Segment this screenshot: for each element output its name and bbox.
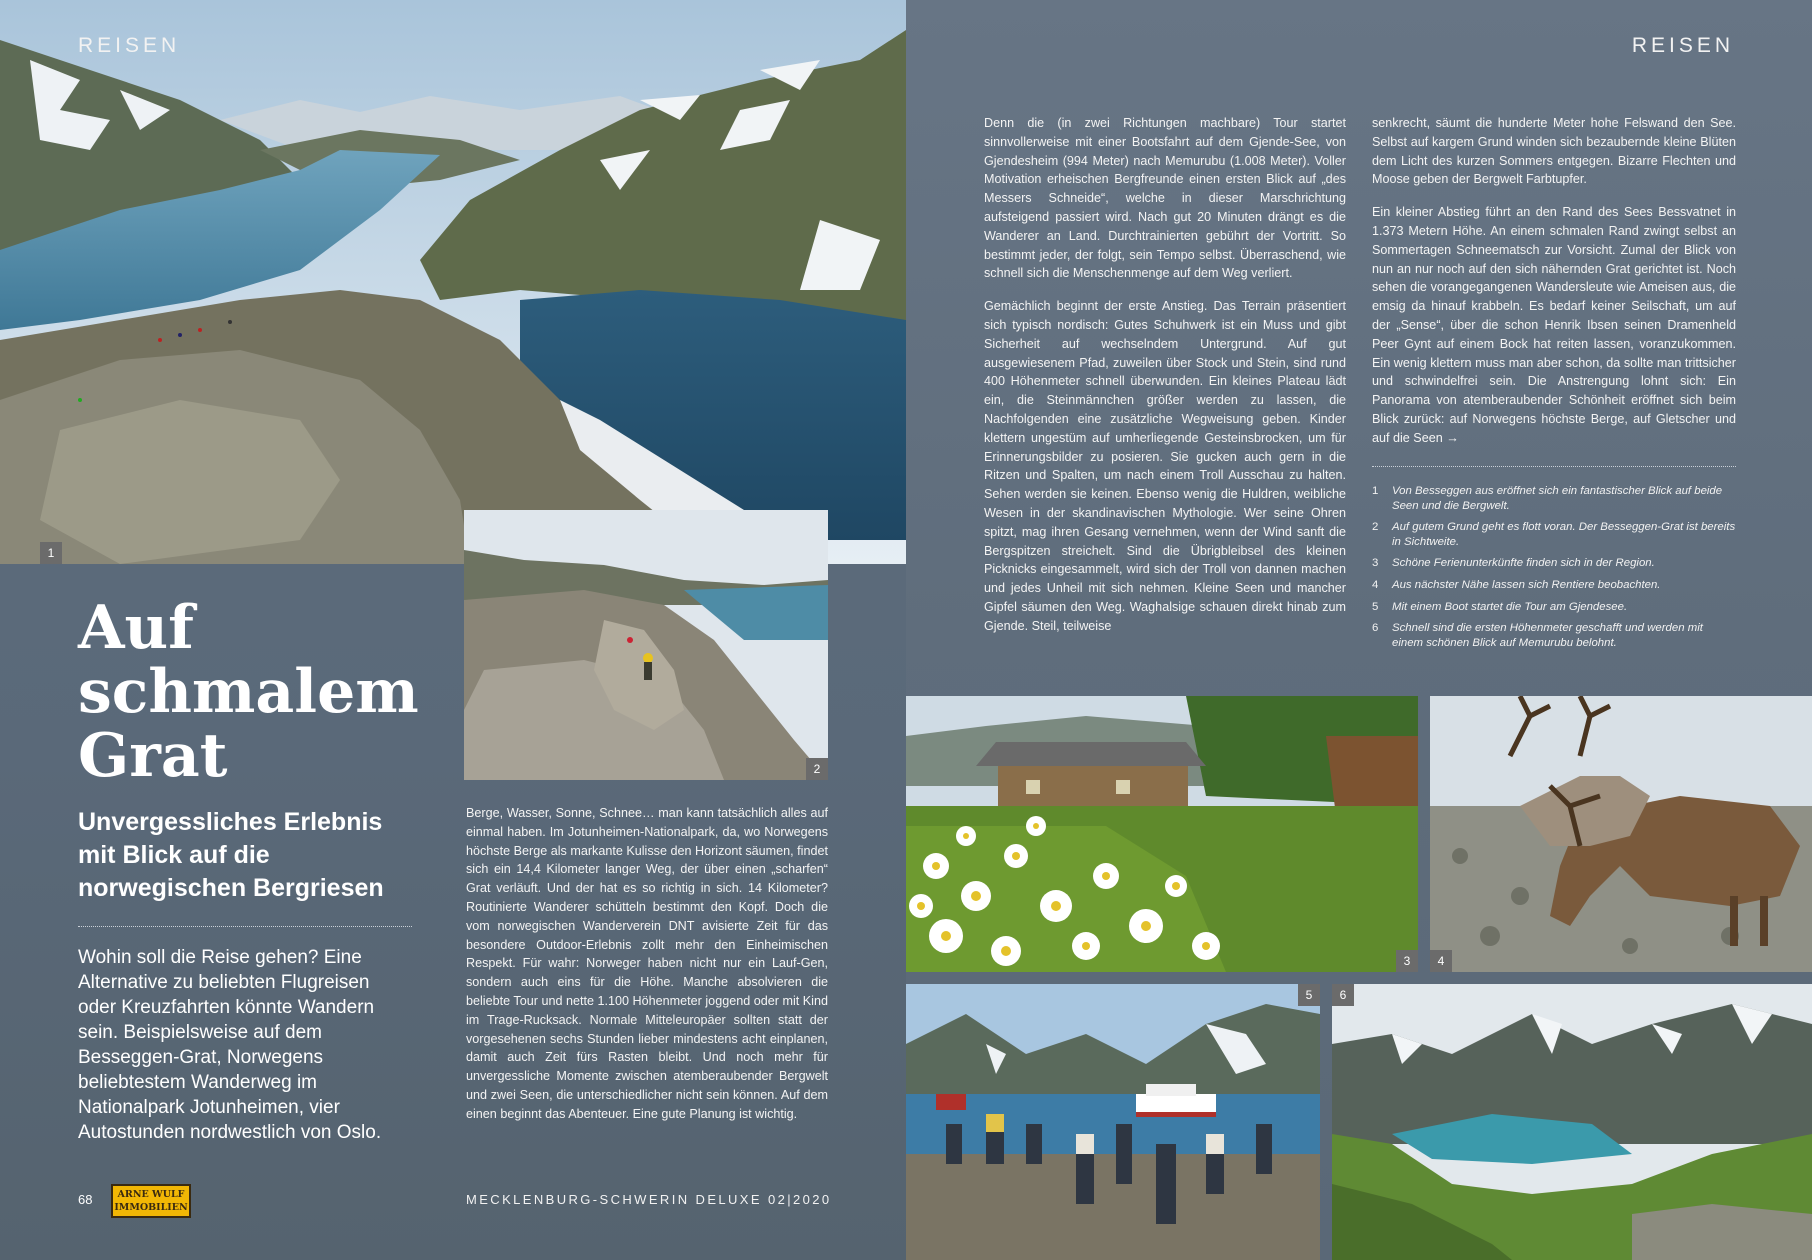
subtitle-divider: [78, 926, 412, 927]
photo-boat-gjende: [906, 984, 1320, 1260]
caption-text: Auf gutem Grund geht es flott voran. Der Besseggen-Grat ist bereits in Sichtweite.: [1392, 521, 1736, 548]
photo-number-6: 6: [1332, 984, 1354, 1006]
body-paragraph: senkrecht, säumt die hunderte Meter hohe Felswand den See. Selbst auf kargem Grund winden sich bezaubernde kleine Blüten dem Licht des kurzen Sommers entgegen. Bizarre Flechten und Moose geben der Bergwelt Farbtupfer.: [1372, 116, 1736, 187]
body-paragraph: Gemächlich beginnt der erste Anstieg. Das Terrain präsentiert sich typisch nordisch: Gutes Schuhwerk ist ein Muss und gibt Sicherheit auf wechselndem Untergrund. Auf gut ausgewiesenem Pfad, zuweilen über Stock und Stein, sind rund 400 Höhenmeter schnell überwunden. Ein kleines Plateau lädt ein, die Steinmännchen größer werden zu lassen, die Nachfolgenden eine zusätzliche Wegweisung geben. Kinder klettern ungestüm auf umherliegende Gesteinsbrocken, um für Erinnerungsbilder zu posieren. Sie gucken auch gern in die Ritzen und Spalten, um nach einem Troll Ausschau zu halten. Sehen werden sie keinen. Ebenso wenig die Huldren, weibliche Wesen in der skandinavischen Mythologie. Wer seine Ohren spitzt, mag ihren Gesang vernehmen, wenn der Wind sanft die Bergspitzen streichelt. Sind die Übrigbleibsel des kleinen Picknicks eingesammelt, wird sich der Troll von dannen machen und jedes Unheil mit sich nehmen. Kleine Seen und mancher Gipfel säumen den Weg. Waghalsige schauen direkt hinab zum Gjende. Steil, teilweise: [984, 299, 1346, 633]
logo-line-2: IMMOBILIEN: [114, 1202, 188, 1213]
caption-item: [1372, 520, 1736, 549]
captions-divider: [1372, 466, 1736, 467]
photo-number-5: 5: [1298, 984, 1320, 1006]
section-label-right: REISEN: [1631, 34, 1734, 57]
subtitle-line-1: Unvergessliches Erlebnis: [78, 808, 383, 836]
photo-captions: [1372, 484, 1736, 657]
article-subtitle: [78, 806, 418, 905]
caption-text: Schöne Ferienunterkünfte finden sich in der Region.: [1392, 557, 1655, 570]
page-number: 68: [78, 1192, 93, 1207]
photo-reindeer: [1430, 696, 1812, 972]
body-paragraph: Ein kleiner Abstieg führt an den Rand des Sees Bessvatnet in 1.373 Metern Höhe. An einem schmalen Rand zwingt selbst an Sommertagen Schneematsch zur Vorsicht. Zumal der Blick von nun an nur noch auf den sich nähernden Grat gerichtet ist. Noch sehen die vorangegangenen Wandersleute wie Ameisen aus, die emsig da hinauf krabbeln. Es bedarf keiner Seilschaft, um auf der „Sense“, über die schon Henrik Ibsen seinen Dramenheld Peer Gynt auf einem Bock hat reiten lassen, voranzukommen. Ein wenig klettern muss man aber schon, da sollte man trittsicher und schwindelfrei sein. Die Anstrengung lohnt sich: Ein Panorama von atemberaubender Schönheit eröffnet sich beim Blick zurück: auf Norwegens höchste Berge, auf Gletscher und auf die Seen →: [1372, 205, 1736, 445]
caption-number: 3: [1372, 557, 1379, 570]
body-column-2: [984, 114, 1346, 650]
caption-number: 6: [1372, 622, 1379, 635]
photo-number-1: 1: [40, 542, 62, 564]
caption-item: [1372, 556, 1736, 571]
section-label-left: REISEN: [78, 34, 181, 57]
body-column-3: [1372, 114, 1736, 462]
body-column-1: [466, 804, 828, 1138]
photo-number-2: 2: [806, 758, 828, 780]
caption-item: [1372, 484, 1736, 513]
caption-number: 1: [1372, 485, 1379, 497]
caption-item: [1372, 578, 1736, 593]
photo-cabin-daisies: [906, 696, 1418, 972]
headline-line-3: Grat: [78, 721, 228, 791]
logo-line-1: ARNE WULF: [117, 1189, 185, 1200]
caption-text: Mit einem Boot startet die Tour am Gjendesee.: [1392, 600, 1628, 613]
article-headline: [78, 593, 438, 791]
caption-number: 5: [1372, 600, 1379, 613]
subtitle-line-3: norwegischen Bergriesen: [78, 874, 384, 902]
caption-item: [1372, 600, 1736, 615]
photo-memurubu-view: [1332, 984, 1812, 1260]
article-teaser: Wohin soll die Reise gehen? Eine Alternative zu beliebten Flugreisen oder Kreuzfahrten könnte Wandern sein. Beispielsweise auf dem Besseggen-Grat, Norwegens beliebtestem Wanderweg im Nationalpark Jotunheimen, vier Autostunden nordwestlich von Oslo.: [78, 947, 382, 1143]
subtitle-line-2: mit Blick auf die: [78, 841, 270, 869]
arne-wulf-logo: [111, 1184, 191, 1218]
caption-number: 2: [1372, 521, 1379, 534]
body-paragraph: Denn die (in zwei Richtungen machbare) Tour startet sinnvollerweise mit einer Bootsfahrt auf dem Gjende-See, von Gjendesheim (994 Meter) nach Memurubu (1.008 Meter). Voller Motivation erheischen Bergfreunde einen ersten Blick auf „des Messers Schneide“, welche in dieser Marschrichtung aufsteigend passiert wird. Nach gut 20 Minuten drängt es die Wanderer an Land. Durchtrainierten gebührt der Vortritt. So bestimmt jeder, der folgt, sein Tempo selbst. Überraschend, wie schnell sich die Menschenmenge auf dem Weg verliert.: [984, 116, 1346, 281]
headline-line-1: Auf: [78, 593, 194, 663]
magazine-footer: MECKLENBURG-SCHWERIN DELUXE 02|2020: [466, 1192, 832, 1207]
photo-besseggen-panorama: [0, 0, 906, 564]
photo-grat-hikers: [464, 510, 828, 780]
caption-text: Von Besseggen aus eröffnet sich ein fantastischer Blick auf beide Seen und die Bergwelt.: [1392, 485, 1723, 512]
caption-text: Schnell sind die ersten Höhenmeter geschafft und werden mit einem schönen Blick auf Memurubu belohnt.: [1392, 622, 1703, 649]
headline-line-2: schmalem: [78, 657, 419, 727]
body-paragraph: Berge, Wasser, Sonne, Schnee… man kann tatsächlich alles auf einmal haben. Im Jotunheimen-Nationalpark, da, wo Norwegens höchste Berge als markante Kulisse den Horizont säumen, findet sich ein 14,4 Kilometer langer Weg, der über einen „scharfen“ Grat verläuft. Und der hat es so richtig in sich. 14 Kilometer? Routinierte Wanderer schütteln bestimmt den Kopf. Doch die vom norwegischen Wanderverein DNT avisierte Zeit für das besondere Outdoor-Erlebnis zollt mehr den Einheimischen Respekt. Für wahr: Norweger haben nicht nur ein Lauf-Gen, sondern auch eins für die Höhe. Manche absolvieren die beliebte Tour und nette 1.100 Höhenmeter joggend oder mit Kind im Trage-Rucksack. Normale Mitteleuropäer sollten statt der vorgesehenen sechs Stunden lieber mindestens acht einplanen, damit auch Zeit fürs Rasten bleibt. Und noch mehr für unvergessliche Momente zwischen atemberaubender Bergwelt und zwei Seen, die unterschiedlicher nicht sein können. Auf dem einen beginnt das Abenteuer. Eine gute Planung ist wichtig.: [466, 806, 828, 1121]
caption-text: Aus nächster Nähe lassen sich Rentiere beobachten.: [1392, 578, 1661, 591]
photo-number-3: 3: [1396, 950, 1418, 972]
caption-number: 4: [1372, 578, 1379, 591]
caption-item: [1372, 621, 1736, 650]
photo-number-4: 4: [1430, 950, 1452, 972]
